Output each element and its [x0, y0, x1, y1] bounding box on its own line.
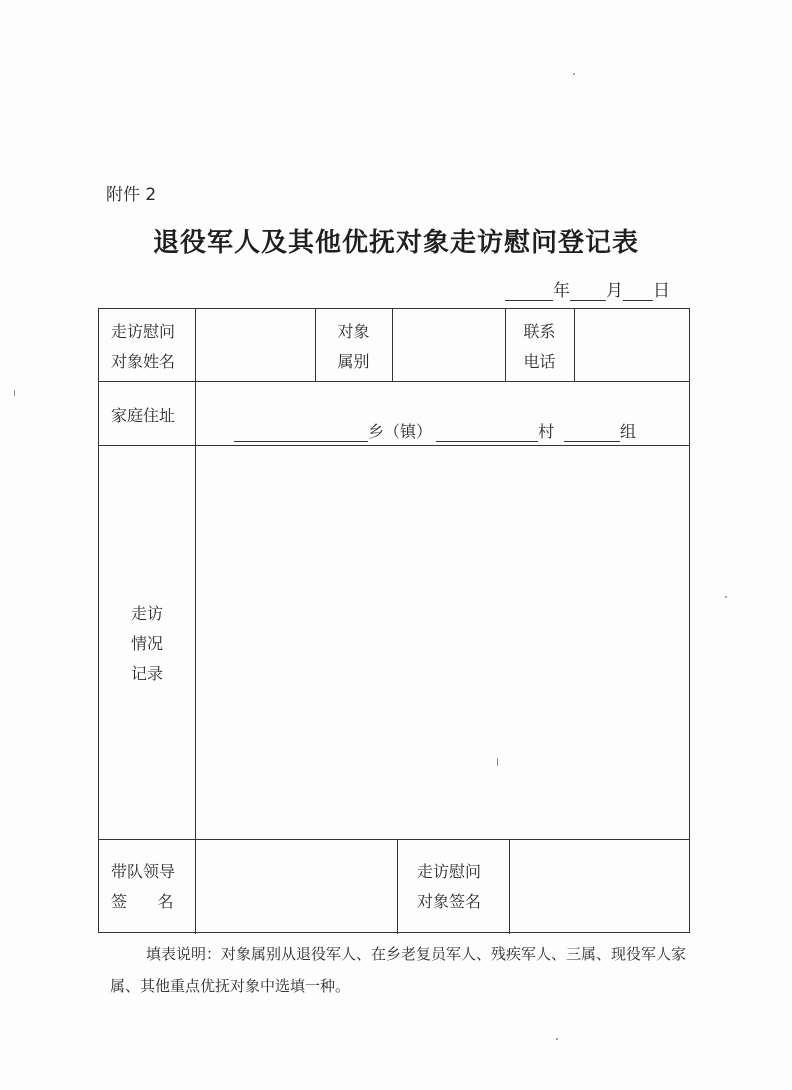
column-divider [195, 309, 196, 934]
row-divider [99, 445, 689, 446]
phone-label: 联系 电话 [523, 322, 556, 371]
group-label: 组 [620, 422, 637, 441]
leader-signature-label: 带队领导 签 名 [111, 862, 176, 911]
scan-speck [14, 390, 15, 396]
day-blank[interactable] [623, 282, 653, 301]
attachment-label: 附件 2 [106, 185, 157, 205]
scan-speck [725, 596, 727, 598]
category-label: 对象 属别 [337, 322, 370, 371]
township-blank[interactable] [234, 425, 368, 442]
visit-record-label: 走访 情况 记录 [131, 604, 164, 683]
row-divider [99, 839, 689, 840]
scan-speck [556, 1038, 558, 1040]
month-label: 月 [606, 281, 623, 301]
registration-form-table [98, 308, 690, 933]
category-field[interactable] [396, 317, 501, 373]
visitee-signature-label: 走访慰问 对象签名 [417, 862, 482, 911]
phone-field[interactable] [578, 317, 686, 373]
column-divider [509, 839, 510, 934]
address-label: 家庭住址 [111, 406, 176, 425]
row-divider [99, 381, 689, 382]
visitee-name-field[interactable] [199, 317, 311, 373]
month-blank[interactable] [570, 282, 606, 301]
village-label: 村 [538, 422, 555, 441]
visitee-signature-field[interactable] [513, 843, 687, 929]
column-divider [392, 309, 393, 381]
form-title: 退役军人及其他优抚对象走访慰问登记表 [152, 228, 639, 258]
visit-record-field[interactable] [199, 449, 687, 835]
year-label: 年 [553, 281, 570, 301]
column-divider [397, 839, 398, 934]
form-instructions: 填表说明：对象属别从退役军人、在乡老复员军人、残疾军人、三属、现役军人家属、其他重点优抚对象中选填一种。 [110, 945, 687, 995]
township-label: 乡（镇） [368, 422, 433, 441]
group-blank[interactable] [564, 425, 620, 442]
village-blank[interactable] [436, 425, 538, 442]
scan-speck [573, 73, 575, 75]
visitee-name-label: 走访慰问 对象姓名 [111, 322, 176, 371]
year-blank[interactable] [505, 282, 553, 301]
scan-speck [497, 758, 498, 766]
leader-signature-field[interactable] [199, 843, 393, 929]
column-divider [574, 309, 575, 381]
date-line [505, 276, 670, 301]
day-label: 日 [653, 281, 670, 301]
address-field[interactable] [234, 419, 636, 442]
